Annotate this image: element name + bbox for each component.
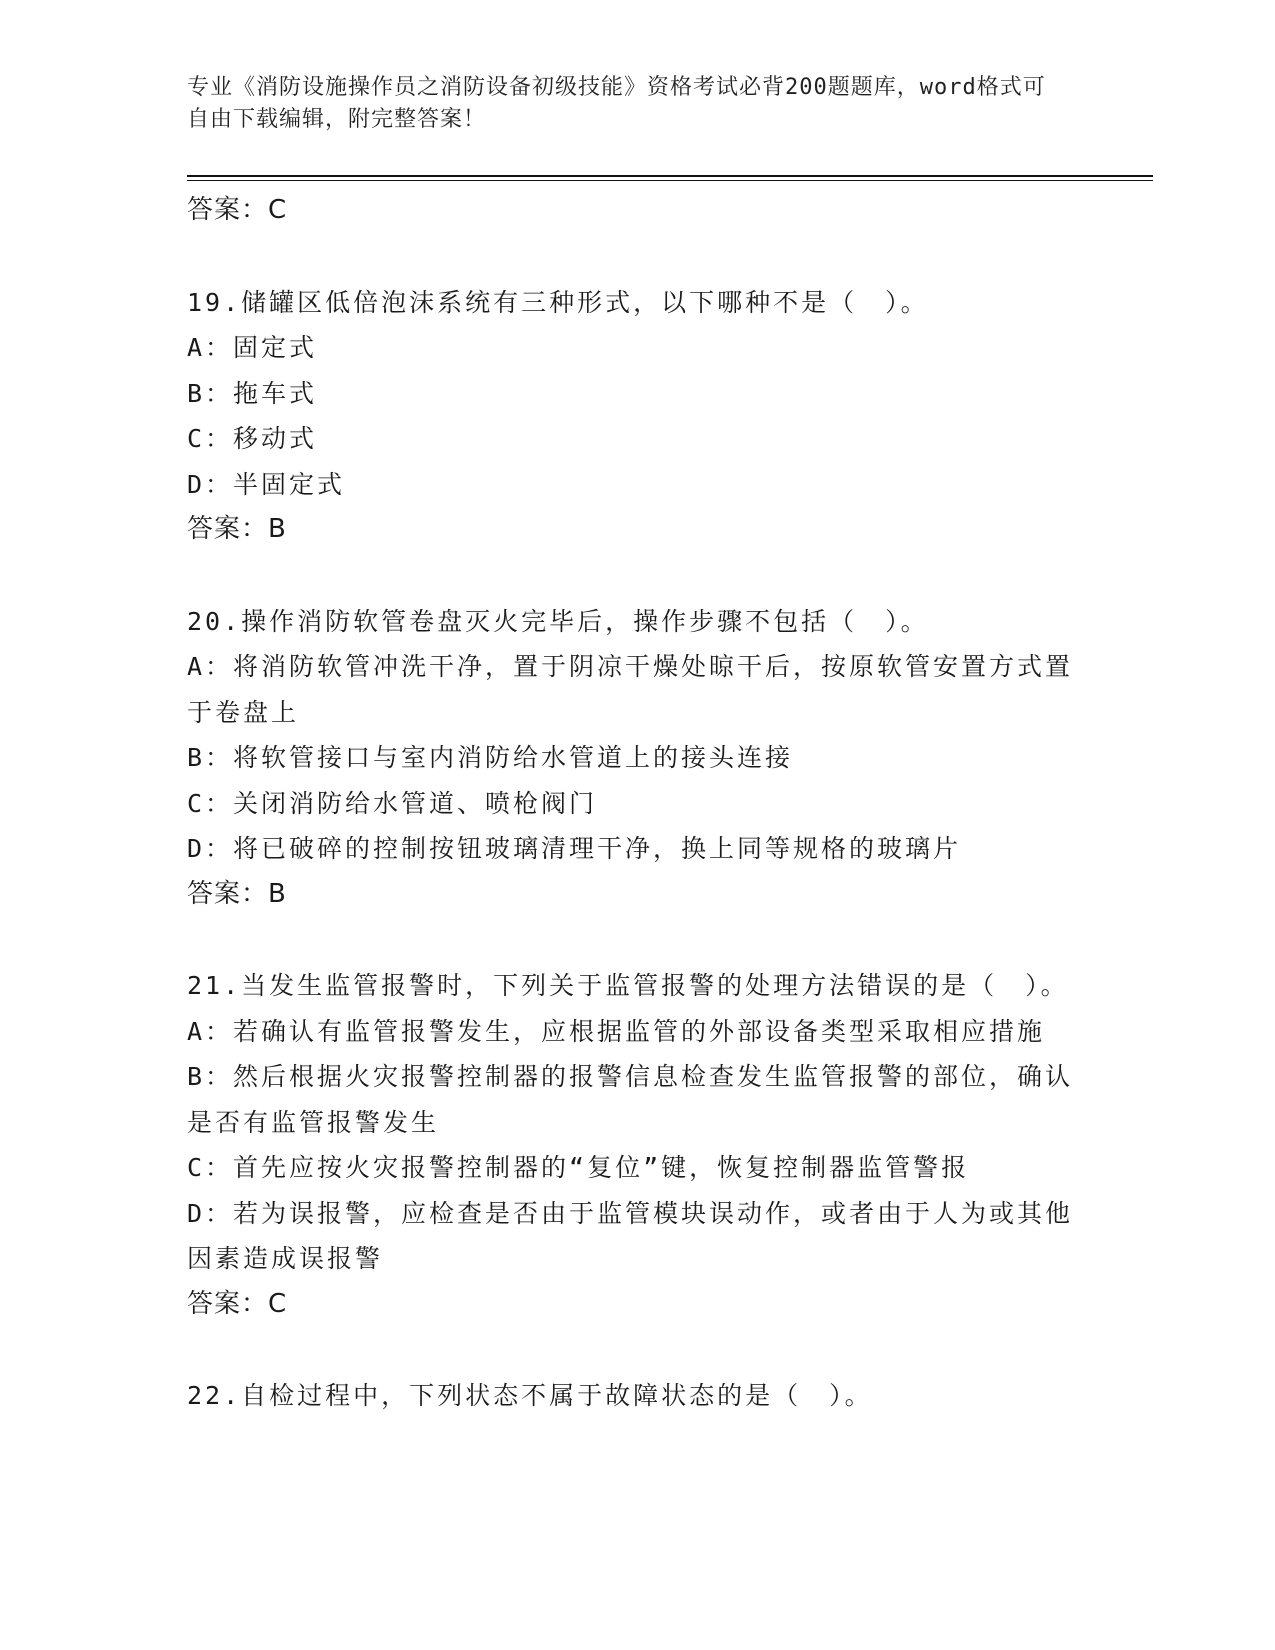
spacer — [187, 917, 1087, 963]
spacer — [187, 1327, 1087, 1373]
question-stem: 20.操作消防软管卷盘灭火完毕后，操作步骤不包括（ ）。 — [187, 606, 929, 636]
header-rule-thin — [187, 180, 1153, 181]
option-c: C：移动式 — [187, 424, 318, 453]
option-d: D：若为误报警，应检查是否由于监管模块误动作，或者由于人为或其他因素造成误报警 — [187, 1198, 1074, 1273]
question-22 — [187, 1373, 1087, 1419]
option-c: C：关闭消防给水管道、喷枪阀门 — [187, 788, 598, 818]
header-rule-thick — [187, 175, 1153, 177]
question-20 — [187, 599, 1087, 918]
option-a: A：固定式 — [187, 333, 318, 362]
option-c: C：首先应按火灾报警控制器的“复位”键，恢复控制器监管警报 — [187, 1153, 970, 1182]
option-a: A：若确认有监管报警发生，应根据监管的外部设备类型采取相应措施 — [187, 1016, 1046, 1046]
option-d: D：半固定式 — [187, 469, 346, 499]
option-b: B：然后根据火灾报警控制器的报警信息检查发生监管报警的部位，确认是否有监管报警发生 — [187, 1062, 1074, 1137]
question-19 — [187, 280, 1087, 553]
spacer — [187, 553, 1087, 599]
option-d: D：将已破碎的控制按钮玻璃清理干净，换上同等规格的玻璃片 — [187, 834, 962, 863]
option-b: B：将软管接口与室内消防给水管道上的接头连接 — [187, 743, 794, 772]
option-a: A：将消防软管冲洗干净，置于阴凉干燥处晾干后，按原软管安置方式置于卷盘上 — [187, 652, 1074, 727]
question-stem: 21.当发生监管报警时，下列关于监管报警的处理方法错误的是（ ）。 — [187, 971, 1069, 1000]
spacer — [187, 234, 1087, 280]
option-b: B：拖车式 — [187, 378, 318, 408]
question-stem: 19.储罐区低倍泡沫系统有三种形式，以下哪种不是（ ）。 — [187, 287, 929, 317]
answer-line: 答案：B — [187, 514, 287, 544]
answer-line: 答案：C — [187, 195, 288, 225]
question-list — [187, 188, 1087, 1419]
header-title: 专业《消防设施操作员之消防设备初级技能》资格考试必背200题题库，word格式可自由下载编辑，附完整答案！ — [187, 75, 1046, 132]
answer-line: 答案：B — [187, 878, 287, 909]
question-stem: 22.自检过程中，下列状态不属于故障状态的是（ ）。 — [187, 1381, 873, 1410]
question-21 — [187, 963, 1087, 1327]
document-header — [187, 72, 1067, 136]
answer-line: 答案：C — [187, 1288, 288, 1319]
